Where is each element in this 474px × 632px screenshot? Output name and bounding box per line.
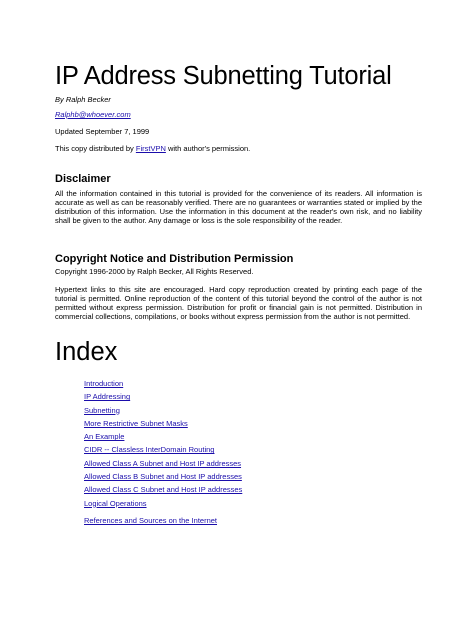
index-item: [84, 485, 242, 498]
copyright-heading: Copyright Notice and Distribution Permission: [55, 253, 294, 265]
index-heading: Index: [55, 338, 118, 366]
index-link-class-a[interactable]: Allowed Class A Subnet and Host IP addresses: [84, 458, 242, 468]
index-item: [84, 459, 242, 472]
disclaimer-text: All the information contained in this tutorial is provided for the convenience of its readers. All information is accurate as well as can be reasonably verified. There are no guarantees or warranties stated or implied by the distribution of this information. Use the information in this document at the reader's own risk, and no liability shall be given to the author. Any damage or loss is the sole responsibility of the reader.: [55, 189, 422, 225]
copyright-line: Copyright 1996-2000 by Ralph Becker, All Rights Reserved.: [55, 267, 254, 276]
author-email-link[interactable]: Ralphb@whoever.com: [55, 110, 131, 119]
index-item: [84, 499, 242, 512]
index-link-introduction[interactable]: Introduction: [84, 379, 124, 388]
index-link-class-c[interactable]: Allowed Class C Subnet and Host IP addresses: [84, 485, 243, 495]
index-item: [84, 472, 242, 485]
index-item: [84, 445, 242, 458]
copyright-text: Hypertext links to this site are encouraged. Hard copy reproduction created by printing each page of the tutorial is permitted. Online reproduction of the content of this tutorial beyond the control of the author is not permitted without express permission. Distribution for profit or financial gain is not permitted. Distribution in commercial collections, compilations, or books without express permission from the author is not permitted.: [55, 285, 422, 321]
index-link-references[interactable]: References and Sources on the Internet: [84, 515, 218, 525]
firstvpn-link[interactable]: FirstVPN: [135, 144, 166, 153]
index-link-example[interactable]: An Example: [84, 432, 125, 442]
index-item: [84, 419, 242, 432]
index-link-logical-operations[interactable]: Logical Operations: [84, 498, 147, 508]
distribution-prefix: This copy distributed by: [55, 144, 136, 153]
index-item: [84, 432, 242, 445]
index-link-restrictive-masks[interactable]: More Restrictive Subnet Masks: [84, 418, 188, 428]
index-item: [84, 379, 242, 392]
distribution-suffix: with author's permission.: [165, 144, 251, 153]
page-title: IP Address Subnetting Tutorial: [55, 62, 392, 90]
index-item: [84, 516, 242, 529]
index-list: [84, 379, 242, 529]
disclaimer-heading: Disclaimer: [55, 173, 111, 185]
index-item: [84, 406, 242, 419]
index-link-subnetting[interactable]: Subnetting: [84, 405, 120, 415]
index-link-cidr[interactable]: CIDR -- Classless InterDomain Routing: [84, 445, 215, 455]
index-link-class-b[interactable]: Allowed Class B Subnet and Host IP addresses: [84, 472, 242, 482]
index-link-ip-addressing[interactable]: IP Addressing: [84, 392, 131, 402]
distribution-line: [55, 144, 250, 153]
updated-date: Updated September 7, 1999: [55, 127, 150, 136]
author-line: By Ralph Becker: [55, 95, 111, 104]
index-item: [84, 392, 242, 405]
